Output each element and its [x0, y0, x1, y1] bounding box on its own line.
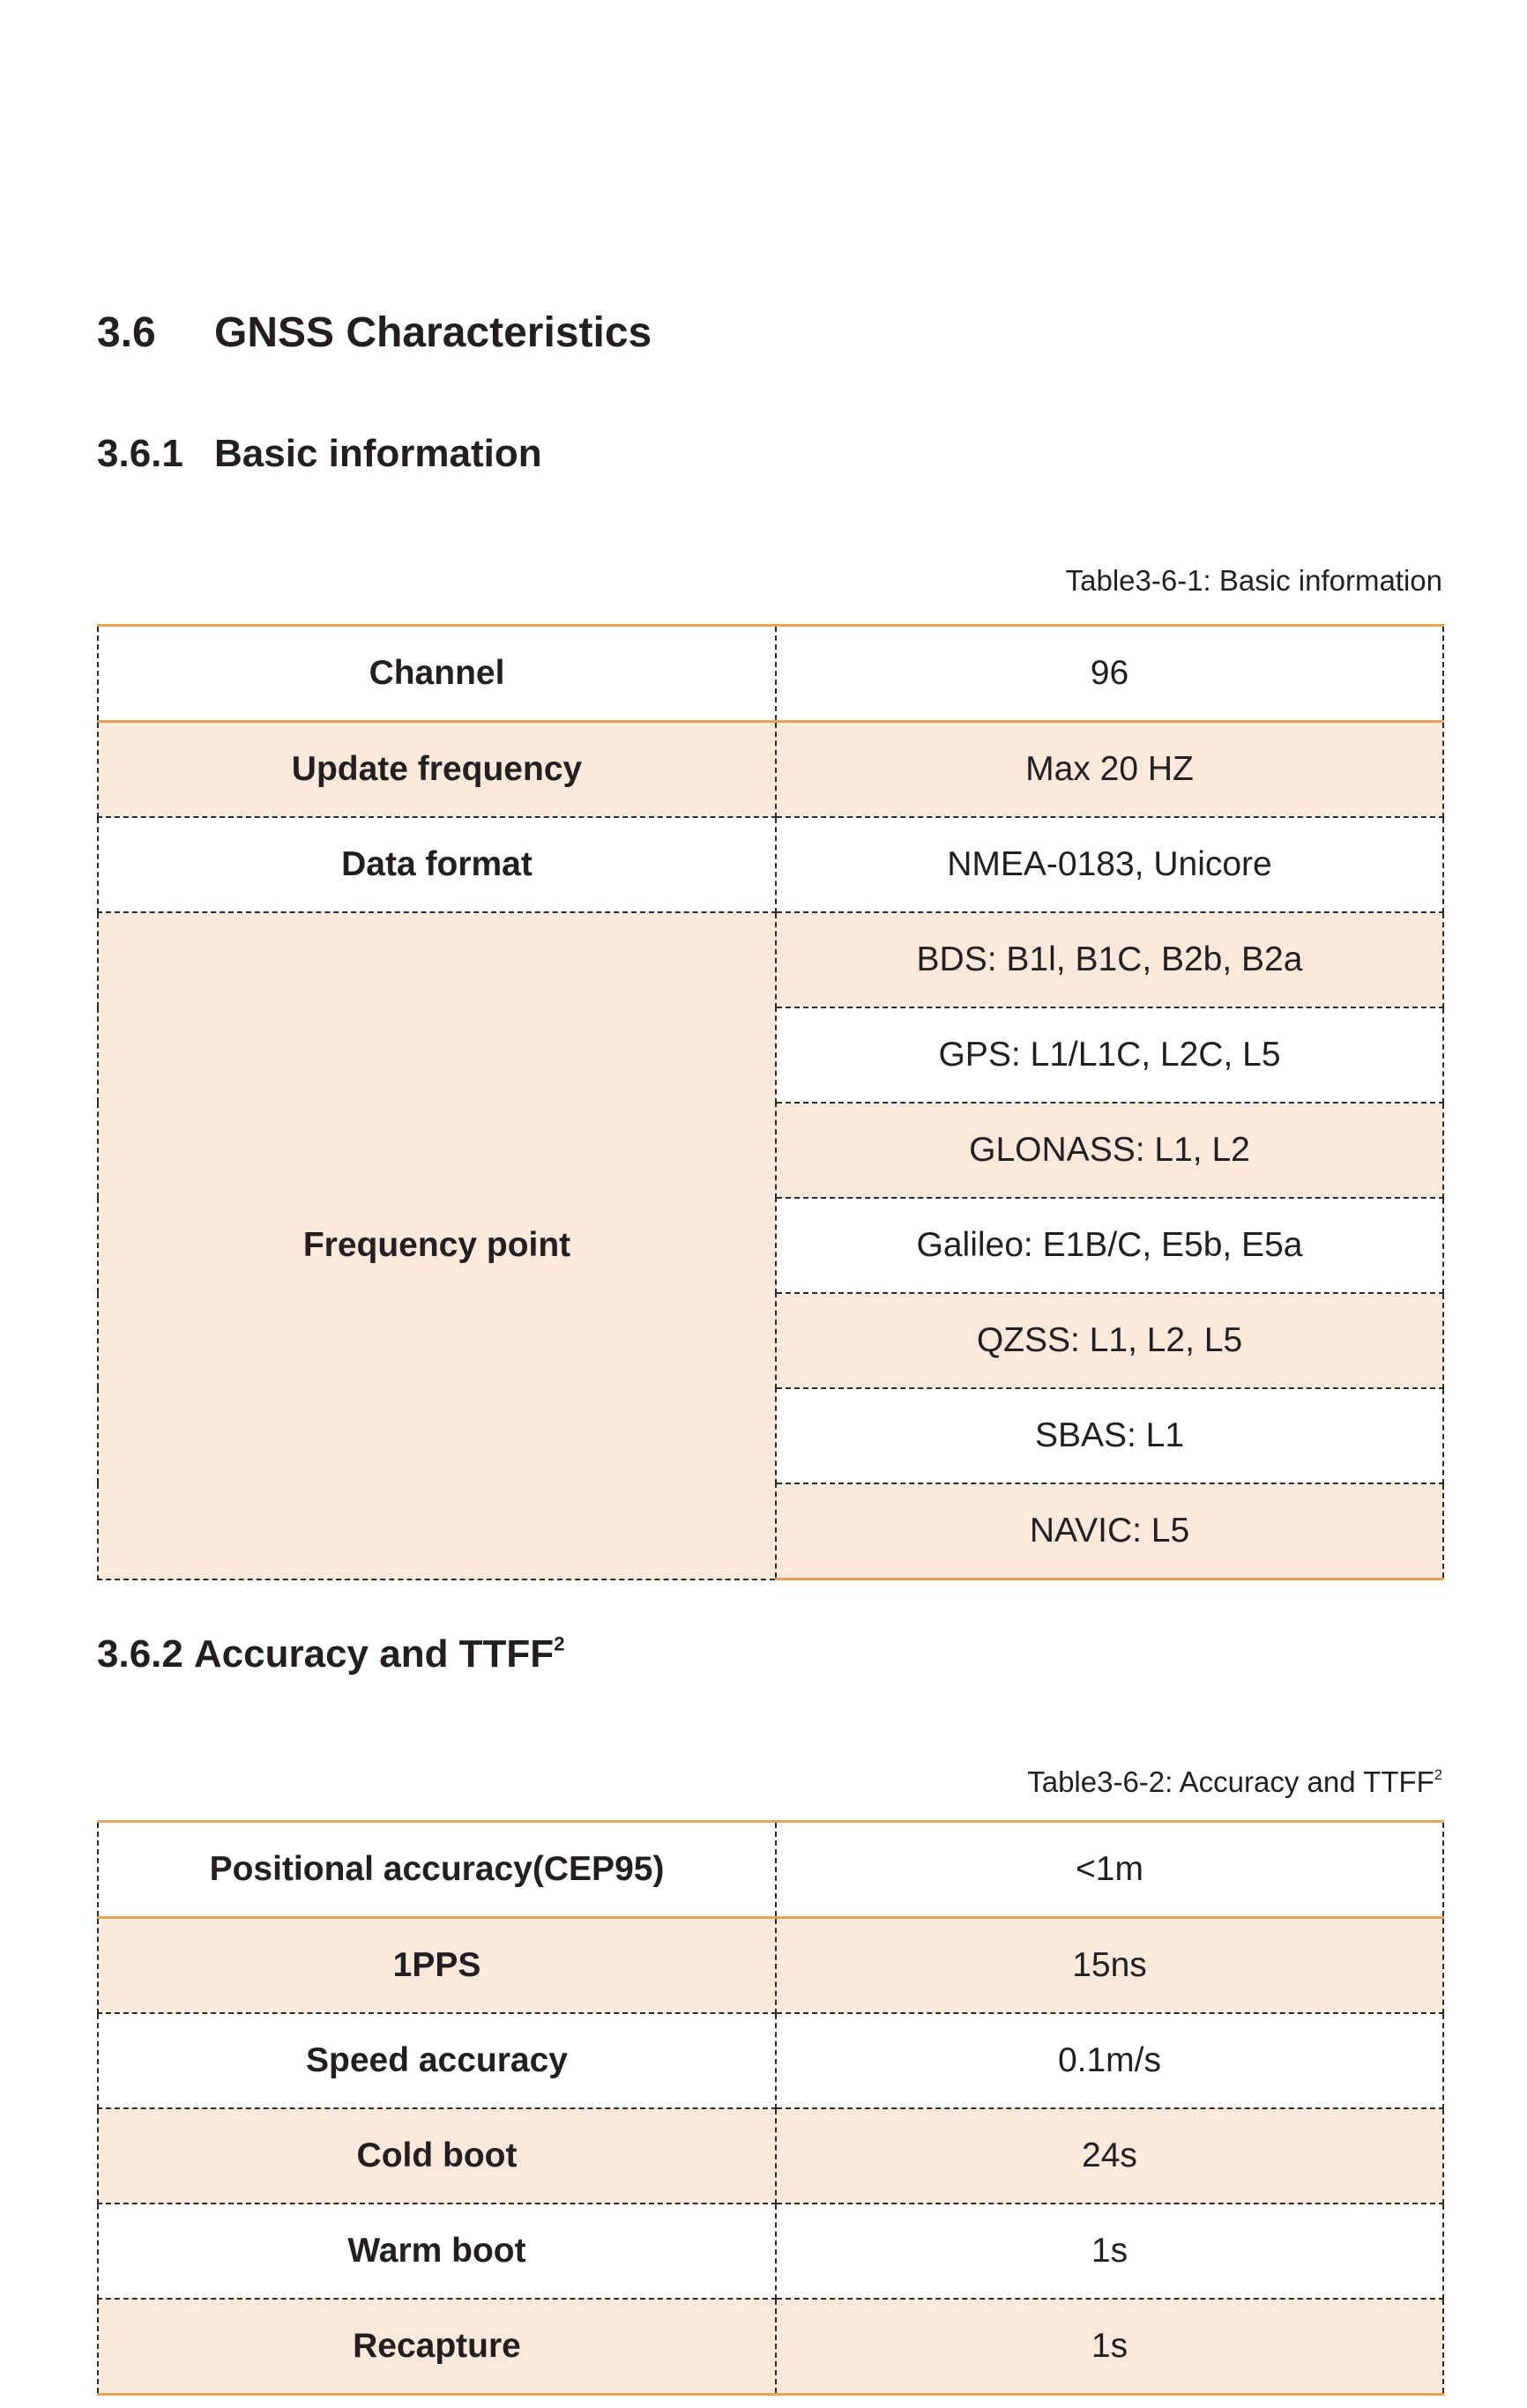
table-row — [98, 2013, 1443, 2108]
row-value: 15ns — [776, 1918, 1443, 2014]
table-caption-accuracy-and-ttff — [1027, 1765, 1442, 1799]
row-label: Channel — [98, 626, 776, 722]
row-label: Update frequency — [98, 722, 776, 818]
row-label: 1PPS — [98, 1918, 776, 2014]
table-row — [98, 1822, 1443, 1918]
footnote-mark: 2 — [554, 1632, 565, 1655]
frequency-point-label: Frequency point — [98, 912, 776, 1579]
table-row — [98, 912, 1443, 1007]
table-row — [98, 1918, 1443, 2014]
table-row — [98, 2299, 1443, 2395]
frequency-point-value: SBAS: L1 — [776, 1388, 1443, 1483]
subsection-number: 3.6.1 — [97, 432, 183, 475]
row-label: Warm boot — [98, 2204, 776, 2299]
footnote-mark: 2 — [1434, 1766, 1442, 1783]
table-row — [98, 817, 1443, 912]
section-title: GNSS Characteristics — [214, 309, 652, 356]
frequency-point-value: Galileo: E1B/C, E5b, E5a — [776, 1198, 1443, 1293]
basic-information-table — [97, 624, 1444, 1580]
table-caption-basic-information: Table3-6-1: Basic information — [1065, 564, 1442, 597]
caption-text: Table3-6-2: Accuracy and TTFF — [1027, 1765, 1434, 1798]
frequency-point-value: BDS: B1l, B1C, B2b, B2a — [776, 912, 1443, 1007]
subsection-heading-accuracy-and-ttff — [97, 1632, 564, 1676]
table-row — [98, 2108, 1443, 2204]
row-value: 1s — [776, 2204, 1443, 2299]
row-label: Positional accuracy(CEP95) — [98, 1822, 776, 1918]
table-row — [98, 2204, 1443, 2299]
frequency-point-value: GPS: L1/L1C, L2C, L5 — [776, 1007, 1443, 1103]
subsection-title: Accuracy and TTFF — [193, 1632, 555, 1676]
row-value: NMEA-0183, Unicore — [776, 817, 1443, 912]
frequency-point-value: GLONASS: L1, L2 — [776, 1103, 1443, 1198]
frequency-point-value: QZSS: L1, L2, L5 — [776, 1293, 1443, 1388]
row-value: 96 — [776, 626, 1443, 722]
row-value: Max 20 HZ — [776, 722, 1443, 818]
section-heading — [97, 308, 652, 357]
row-value: 0.1m/s — [776, 2013, 1443, 2108]
row-value: 1s — [776, 2299, 1443, 2395]
frequency-point-value: NAVIC: L5 — [776, 1483, 1443, 1579]
row-label: Speed accuracy — [98, 2013, 776, 2108]
row-label: Data format — [98, 817, 776, 912]
section-number: 3.6 — [97, 309, 156, 356]
row-value: <1m — [776, 1822, 1443, 1918]
row-label: Cold boot — [98, 2108, 776, 2204]
subsection-title: Basic information — [214, 432, 542, 475]
row-label: Recapture — [98, 2299, 776, 2395]
subsection-number: 3.6.2 — [97, 1632, 183, 1676]
table-row — [98, 626, 1443, 722]
accuracy-and-ttff-table — [97, 1820, 1444, 2396]
subsection-heading-basic-information — [97, 432, 542, 476]
table-row — [98, 722, 1443, 818]
row-value: 24s — [776, 2108, 1443, 2204]
